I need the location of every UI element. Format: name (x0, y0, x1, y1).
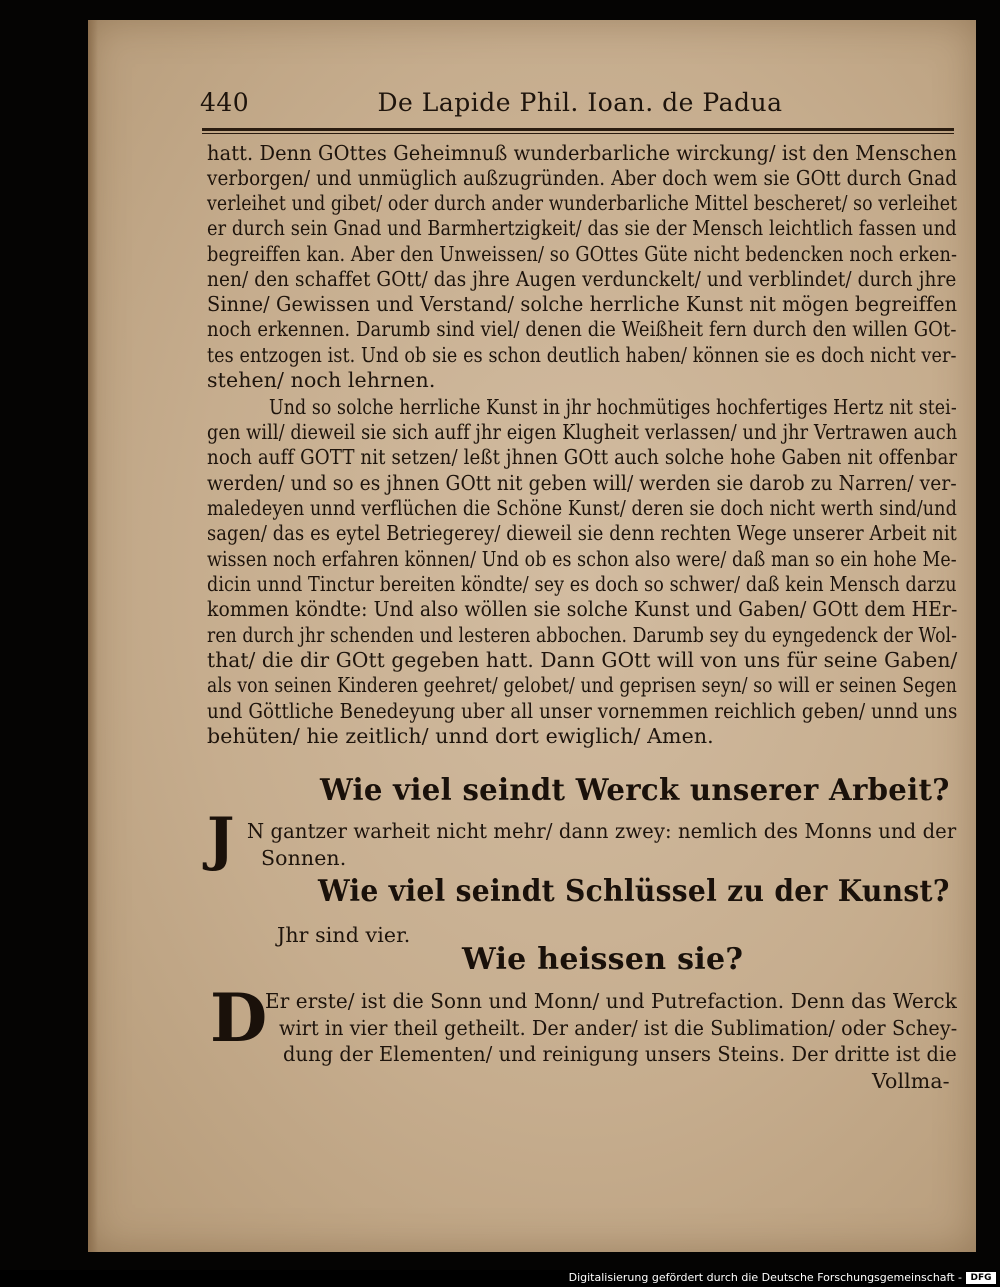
text-line: verborgen/ und unmüglich außzugründen. Aber doch wem sie GOtt durch Gnad (207, 166, 958, 190)
text-line: verleihet und gibet/ oder durch ander wunderbarliche Mittel bescheret/ so verleihet (207, 191, 958, 215)
text-line: sagen/ das es eytel Betriegerey/ dieweil sie denn rechten Wege unserer Arbeit nit (207, 521, 957, 545)
text-line: er durch sein Gnad und Barmhertzigkeit/ das sie der Mensch leichtlich fassen und (207, 216, 957, 240)
dfg-logo: DFG (966, 1272, 996, 1284)
page-gutter-shadow (88, 20, 98, 1252)
text-line: werden/ und so es jhnen GOtt nit geben will/ werden sie darob zu Narren/ ver- (207, 471, 957, 495)
text-line: Und so solche herrliche Kunst in jhr hochmütiges hochfertiges Hertz nit stei- (269, 395, 957, 419)
text-line: kommen köndte: Und also wöllen sie solche Kunst und Gaben/ GOtt dem HEr- (207, 597, 958, 621)
text-line: gen will/ dieweil sie sich auff jhr eigen Klugheit verlassen/ und jhr Vertrawen auch (207, 420, 958, 444)
text-line: wirt in vier theil getheilt. Der ander/ ist die Sublimation/ oder Schey- (279, 1016, 958, 1040)
decorated-initial-d: D (210, 979, 268, 1057)
text-line: hatt. Denn GOttes Geheimnuß wunderbarliche wirckung/ ist den Menschen (207, 141, 957, 165)
text-line: N gantzer warheit nicht mehr/ dann zwey: nemlich des Monns und der (247, 819, 957, 843)
text-line: Sinne/ Gewissen und Verstand/ solche herrliche Kunst nit mögen begreiffen (207, 292, 958, 316)
text-line: als von seinen Kinderen geehret/ gelobet/ und geprisen seyn/ so will er seinen Segen (207, 673, 957, 697)
decorated-initial-j: J (207, 805, 235, 873)
text-line: begreiffen kan. Aber den Unweissen/ so GOttes Güte nicht bedencken noch erken- (207, 242, 958, 266)
text-line: wissen noch erfahren können/ Und ob es schon also were/ daß man so ein hohe Me- (207, 547, 957, 571)
page-number: 440 (200, 88, 250, 117)
running-head (200, 84, 960, 120)
text-line: behüten/ hie zeitlich/ unnd dort ewiglich/ Amen. (207, 724, 714, 748)
text-line: ren durch jhr schenden und lesteren abbochen. Darumb sey du eyngedenck der Wol- (207, 623, 958, 647)
question-heading-3: Wie heissen sie? (462, 942, 744, 977)
header-rule-thin (202, 133, 954, 134)
text-line: tes entzogen ist. Und ob sie es schon deutlich haben/ können sie es doch nicht ver- (207, 343, 957, 367)
question-heading-1: Wie viel seindt Werck unserer Arbeit? (320, 773, 950, 808)
text-line: dung der Elementen/ und reinigung unsers Steins. Der dritte ist die (283, 1042, 957, 1066)
question-heading-2: Wie viel seindt Schlüssel zu der Kunst? (318, 874, 950, 909)
text-line: Jhr sind vier. (277, 923, 411, 947)
text-line: that/ die dir GOtt gegeben hatt. Dann GOtt will von uns für seine Gaben/ (207, 648, 958, 672)
funding-credit: Digitalisierung gefördert durch die Deutsche Forschungsgemeinschaft - (568, 1271, 962, 1284)
catchword: Vollma- (872, 1069, 950, 1093)
text-line: dicin unnd Tinctur bereiten köndte/ sey es doch so schwer/ daß kein Mensch darzu (207, 572, 957, 596)
text-line: Er erste/ ist die Sonn und Monn/ und Putrefaction. Denn das Werck (265, 989, 957, 1013)
text-line: nen/ den schaffet GOtt/ das jhre Augen verdunckelt/ und verblindet/ durch jhre (207, 267, 957, 291)
text-line: Sonnen. (261, 846, 347, 870)
text-line: und Göttliche Benedeyung uber all unser vornemmen reichlich geben/ unnd uns (207, 699, 958, 723)
header-rule (202, 128, 954, 131)
running-title: De Lapide Phil. Ioan. de Padua (377, 88, 783, 117)
text-line: maledeyen unnd verflüchen die Schöne Kunst/ deren sie doch nicht werth sind/und (207, 496, 957, 520)
text-line: noch erkennen. Darumb sind viel/ denen die Weißheit fern durch den willen GOt- (207, 317, 957, 341)
text-line: stehen/ noch lehrnen. (207, 368, 436, 392)
text-line: noch auff GOTT nit setzen/ leßt jhnen GOtt auch solche hohe Gaben nit offenbar (207, 445, 958, 469)
